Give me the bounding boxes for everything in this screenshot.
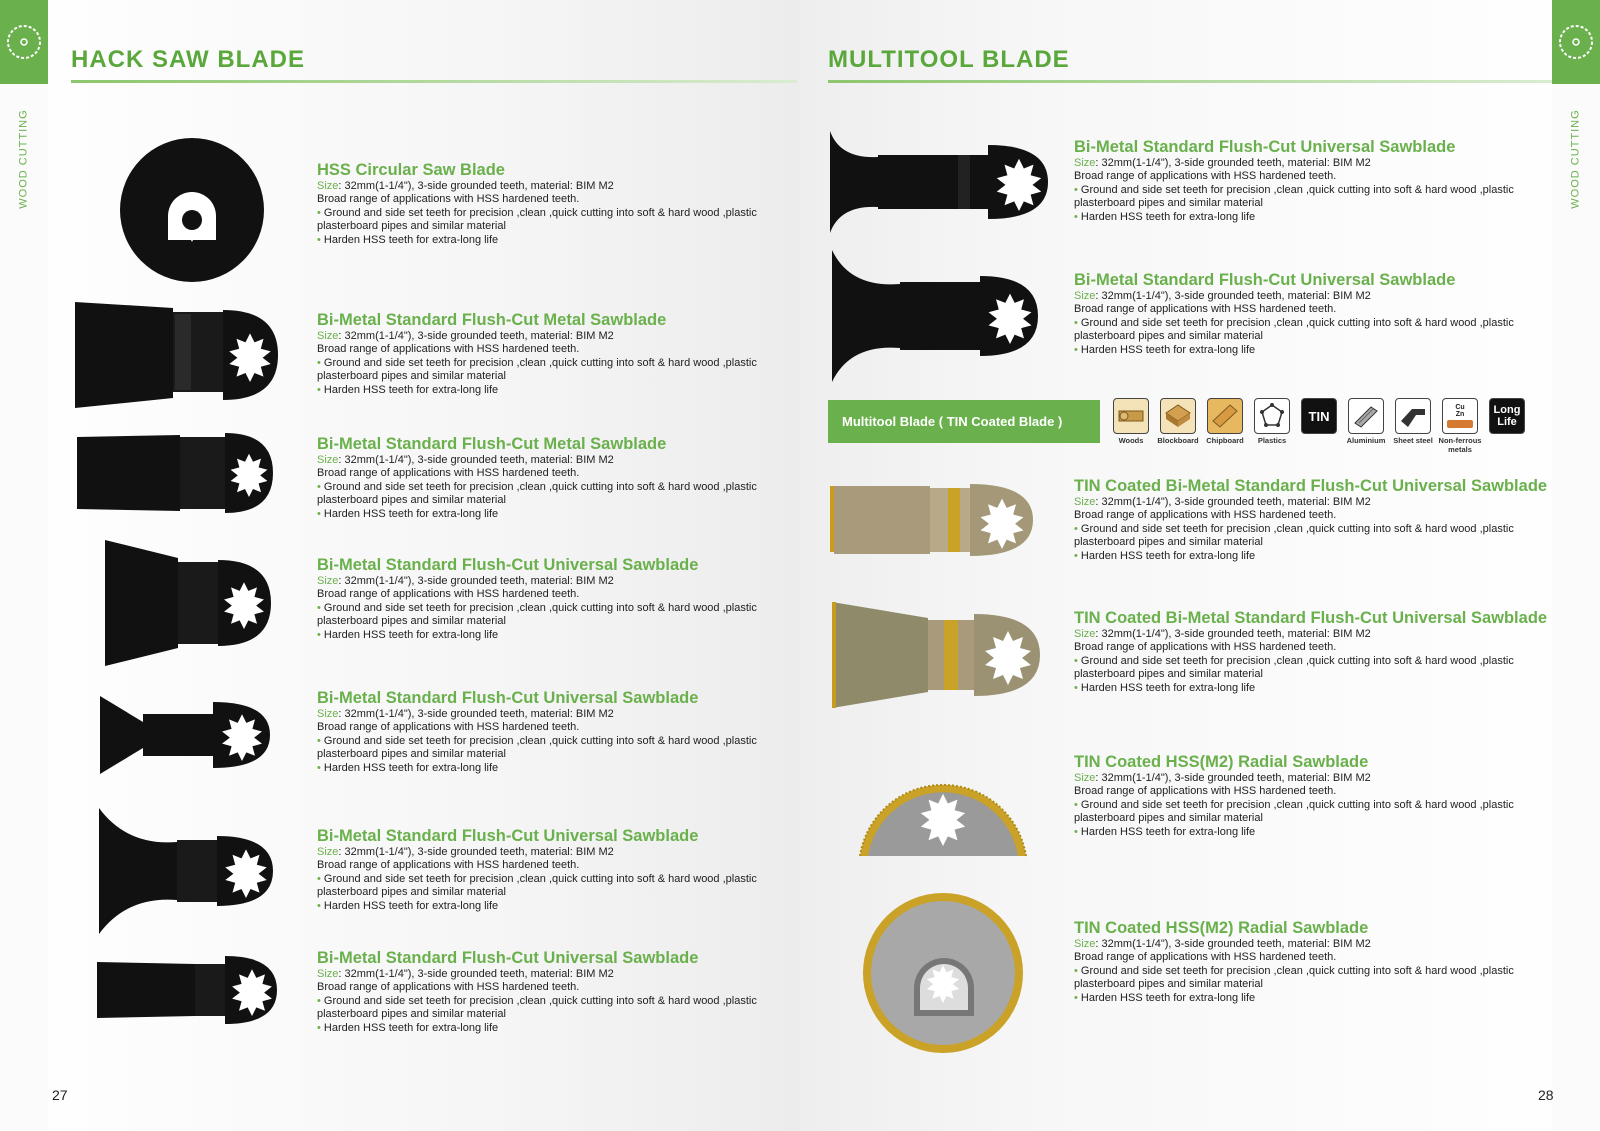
product-feature: • Harden HSS teeth for extra-long life — [1074, 343, 1256, 356]
product-item — [0, 130, 800, 285]
product-title: HSS Circular Saw Blade — [317, 161, 505, 179]
product-feature: • Harden HSS teeth for extra-long life — [317, 383, 499, 396]
left-side-tab — [0, 0, 48, 84]
tin-coated-flush-cut-blade-image — [830, 600, 1042, 715]
product-description: Broad range of applications with HSS hardened teeth. — [317, 721, 580, 734]
side-label: WOOD CUTTING — [18, 109, 31, 209]
product-description: Broad range of applications with HSS hardened teeth. — [1074, 509, 1337, 522]
title-rule — [828, 80, 1552, 83]
product-feature-cont: plasterboard pipes and similar material — [1074, 536, 1263, 549]
product-text — [317, 555, 757, 642]
product-size: Size: 32mm(1-1/4"), 3-side grounded teeth, material: BIM M2 — [1074, 628, 1371, 640]
product-size: Size: 32mm(1-1/4"), 3-side grounded teeth, material: BIM M2 — [1074, 496, 1371, 508]
chipboard-icon: Chipboard — [1202, 398, 1248, 445]
right-side-tab — [1552, 0, 1600, 84]
product-size: Size: 32mm(1-1/4"), 3-side grounded teeth, material: BIM M2 — [1074, 938, 1371, 950]
tin-coated-flush-cut-blade-image — [828, 480, 1036, 567]
product-feature: • Ground and side set teeth for precision ,clean ,quick cutting into soft & hard wood ,plastic — [1074, 964, 1514, 977]
product-title: TIN Coated HSS(M2) Radial Sawblade — [1074, 753, 1369, 771]
flush-cut-universal-blade-image — [98, 694, 273, 781]
product-title: Bi-Metal Standard Flush-Cut Metal Sawblade — [317, 435, 667, 453]
page-number: 27 — [52, 1087, 68, 1103]
product-item — [0, 296, 800, 411]
product-item — [0, 806, 800, 936]
product-feature: • Harden HSS teeth for extra-long life — [317, 1021, 499, 1034]
product-description: Broad range of applications with HSS hardened teeth. — [1074, 303, 1337, 316]
product-title: Bi-Metal Standard Flush-Cut Universal Sawblade — [1074, 271, 1456, 289]
product-feature-cont: plasterboard pipes and similar material — [317, 1008, 506, 1021]
flush-cut-universal-blade-image — [103, 538, 273, 673]
sheet-steel-icon: Sheet steel — [1390, 398, 1436, 445]
tin-icon: TIN — [1296, 398, 1342, 434]
product-title: Bi-Metal Standard Flush-Cut Universal Sawblade — [317, 827, 699, 845]
blockboard-icon: Blockboard — [1155, 398, 1201, 445]
long-life-icon: Long Life — [1484, 398, 1530, 434]
product-feature-cont: plasterboard pipes and similar material — [1074, 197, 1263, 210]
flush-cut-metal-blade-image — [73, 300, 278, 415]
product-item — [0, 948, 800, 1048]
product-description: Broad range of applications with HSS hardened teeth. — [1074, 170, 1337, 183]
product-title: Bi-Metal Standard Flush-Cut Metal Sawblade — [317, 311, 667, 329]
product-feature: • Harden HSS teeth for extra-long life — [317, 233, 499, 246]
product-size: Size: 32mm(1-1/4"), 3-side grounded teeth, material: BIM M2 — [317, 575, 614, 587]
plastics-icon: Plastics — [1249, 398, 1295, 445]
flush-cut-universal-blade-image — [95, 952, 280, 1033]
product-feature: • Harden HSS teeth for extra-long life — [1074, 210, 1256, 223]
product-feature: • Ground and side set teeth for precision ,clean ,quick cutting into soft & hard wood ,plastic — [1074, 316, 1514, 329]
product-size: Size: 32mm(1-1/4"), 3-side grounded teeth, material: BIM M2 — [317, 708, 614, 720]
product-feature: • Ground and side set teeth for precision ,clean ,quick cutting into soft & hard wood ,plastic — [317, 734, 757, 747]
tin-coated-radial-blade-image — [858, 734, 1028, 863]
product-feature: • Ground and side set teeth for precision ,clean ,quick cutting into soft & hard wood ,plastic — [1074, 654, 1514, 667]
product-title: Bi-Metal Standard Flush-Cut Universal Sawblade — [317, 949, 699, 967]
product-description: Broad range of applications with HSS hardened teeth. — [317, 981, 580, 994]
product-feature: • Ground and side set teeth for precision ,clean ,quick cutting into soft & hard wood ,plastic — [1074, 798, 1514, 811]
product-item — [800, 596, 1552, 714]
product-feature: • Harden HSS teeth for extra-long life — [1074, 681, 1256, 694]
product-size: Size: 32mm(1-1/4"), 3-side grounded teeth, material: BIM M2 — [317, 846, 614, 858]
product-size: Size: 32mm(1-1/4"), 3-side grounded teeth, material: BIM M2 — [317, 180, 614, 192]
right-side-strip — [1552, 0, 1600, 1131]
product-text — [317, 826, 757, 913]
flush-cut-universal-blade-image — [830, 248, 1040, 389]
product-title: TIN Coated HSS(M2) Radial Sawblade — [1074, 919, 1369, 937]
flush-cut-universal-blade-image — [97, 806, 275, 941]
product-description: Broad range of applications with HSS hardened teeth. — [1074, 785, 1337, 798]
product-title: TIN Coated Bi-Metal Standard Flush-Cut Universal Sawblade — [1074, 477, 1548, 495]
product-size: Size: 32mm(1-1/4"), 3-side grounded teeth, material: BIM M2 — [317, 330, 614, 342]
product-feature-cont: plasterboard pipes and similar material — [1074, 812, 1263, 825]
product-title: TIN Coated Bi-Metal Standard Flush-Cut Universal Sawblade — [1074, 609, 1548, 627]
product-size: Size: 32mm(1-1/4"), 3-side grounded teeth, material: BIM M2 — [1074, 157, 1371, 169]
product-feature: • Harden HSS teeth for extra-long life — [317, 507, 499, 520]
product-text — [317, 948, 757, 1035]
product-text — [1074, 137, 1514, 224]
side-label: WOOD CUTTING — [1570, 109, 1583, 209]
product-feature: • Harden HSS teeth for extra-long life — [317, 899, 499, 912]
product-feature: • Harden HSS teeth for extra-long life — [317, 761, 499, 774]
product-feature: • Ground and side set teeth for precision ,clean ,quick cutting into soft & hard wood ,plastic — [317, 601, 757, 614]
product-feature: • Ground and side set teeth for precision ,clean ,quick cutting into soft & hard wood ,plastic — [317, 356, 757, 369]
product-text — [317, 160, 757, 247]
wood-icon: Woods — [1108, 398, 1154, 445]
product-item — [800, 125, 1552, 240]
page-number: 28 — [1538, 1087, 1554, 1103]
right-page — [800, 0, 1600, 1131]
product-item — [800, 246, 1552, 386]
product-feature-cont: plasterboard pipes and similar material — [317, 886, 506, 899]
material-icons-row — [1108, 398, 1548, 462]
product-item — [800, 888, 1552, 1058]
saw-blade-logo-icon — [4, 22, 44, 62]
circular-saw-blade-image — [118, 136, 266, 289]
product-feature: • Ground and side set teeth for precision ,clean ,quick cutting into soft & hard wood ,plastic — [1074, 183, 1514, 196]
product-feature-cont: plasterboard pipes and similar material — [317, 220, 506, 233]
product-text — [1074, 476, 1547, 563]
product-feature-cont: plasterboard pipes and similar material — [317, 748, 506, 761]
product-text — [1074, 270, 1514, 357]
product-feature-cont: plasterboard pipes and similar material — [1074, 978, 1263, 991]
product-feature-cont: plasterboard pipes and similar material — [317, 615, 506, 628]
product-size: Size: 32mm(1-1/4"), 3-side grounded teeth, material: BIM M2 — [317, 454, 614, 466]
product-description: Broad range of applications with HSS hardened teeth. — [317, 588, 580, 601]
product-description: Broad range of applications with HSS hardened teeth. — [1074, 641, 1337, 654]
product-feature: • Harden HSS teeth for extra-long life — [317, 628, 499, 641]
product-title: Bi-Metal Standard Flush-Cut Universal Sawblade — [317, 689, 699, 707]
product-description: Broad range of applications with HSS hardened teeth. — [317, 467, 580, 480]
product-text — [317, 434, 757, 521]
saw-blade-logo-icon — [1556, 22, 1596, 62]
tin-coated-banner: Multitool Blade ( TIN Coated Blade ) — [828, 400, 1100, 443]
product-feature: • Ground and side set teeth for precision ,clean ,quick cutting into soft & hard wood ,plastic — [1074, 522, 1514, 535]
product-feature-cont: plasterboard pipes and similar material — [317, 494, 506, 507]
section-title: HACK SAW BLADE — [71, 46, 305, 73]
product-item — [800, 730, 1552, 860]
product-title: Bi-Metal Standard Flush-Cut Universal Sawblade — [1074, 138, 1456, 156]
product-feature: • Ground and side set teeth for precision ,clean ,quick cutting into soft & hard wood ,plastic — [317, 994, 757, 1007]
product-feature: • Ground and side set teeth for precision ,clean ,quick cutting into soft & hard wood ,plastic — [317, 480, 757, 493]
product-feature-cont: plasterboard pipes and similar material — [317, 370, 506, 383]
product-size: Size: 32mm(1-1/4"), 3-side grounded teeth, material: BIM M2 — [317, 968, 614, 980]
product-item — [800, 474, 1552, 574]
product-text — [317, 310, 757, 397]
product-text — [1074, 918, 1514, 1005]
product-feature: • Ground and side set teeth for precision ,clean ,quick cutting into soft & hard wood ,plastic — [317, 206, 757, 219]
aluminium-icon: Aluminium — [1343, 398, 1389, 445]
product-description: Broad range of applications with HSS hardened teeth. — [317, 193, 580, 206]
product-text — [317, 688, 757, 775]
product-text — [1074, 608, 1547, 695]
product-feature-cont: plasterboard pipes and similar material — [1074, 668, 1263, 681]
product-size: Size: 32mm(1-1/4"), 3-side grounded teeth, material: BIM M2 — [1074, 290, 1371, 302]
product-feature: • Ground and side set teeth for precision ,clean ,quick cutting into soft & hard wood ,plastic — [317, 872, 757, 885]
product-description: Broad range of applications with HSS hardened teeth. — [1074, 951, 1337, 964]
product-feature: • Harden HSS teeth for extra-long life — [1074, 825, 1256, 838]
tin-coated-radial-blade-image — [862, 892, 1024, 1059]
product-size: Size: 32mm(1-1/4"), 3-side grounded teeth, material: BIM M2 — [1074, 772, 1371, 784]
flush-cut-universal-blade-image — [828, 129, 1050, 240]
product-title: Bi-Metal Standard Flush-Cut Universal Sawblade — [317, 556, 699, 574]
product-item — [0, 538, 800, 670]
product-description: Broad range of applications with HSS hardened teeth. — [317, 859, 580, 872]
product-feature: • Harden HSS teeth for extra-long life — [1074, 991, 1256, 1004]
product-feature-cont: plasterboard pipes and similar material — [1074, 330, 1263, 343]
product-item — [0, 688, 800, 798]
product-text — [1074, 752, 1514, 839]
product-feature: • Harden HSS teeth for extra-long life — [1074, 549, 1256, 562]
title-rule — [71, 80, 797, 83]
section-title: MULTITOOL BLADE — [828, 46, 1070, 73]
product-description: Broad range of applications with HSS hardened teeth. — [317, 343, 580, 356]
non-ferrous-icon: Cu Zn Non-ferrous metals — [1437, 398, 1483, 454]
flush-cut-metal-blade-image — [75, 429, 275, 522]
product-item — [0, 427, 800, 527]
